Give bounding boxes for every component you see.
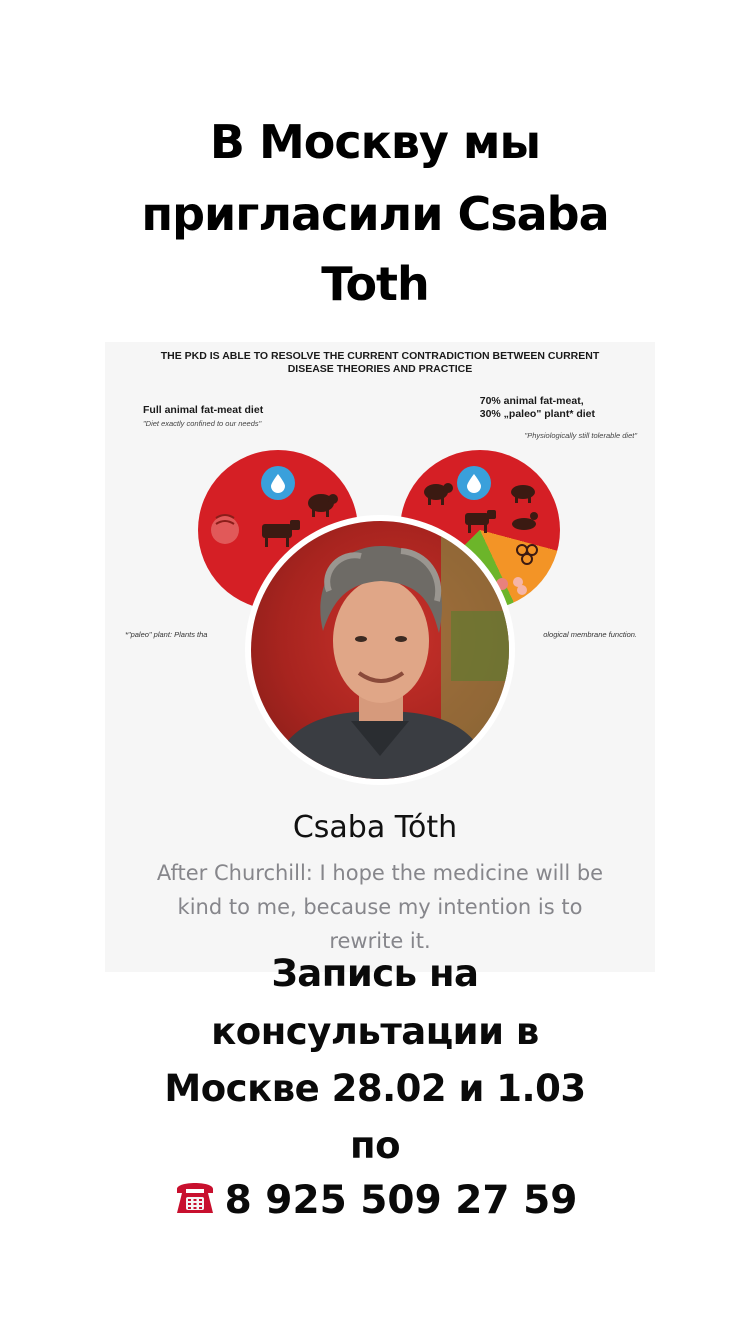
headline-line-1 — [0, 108, 750, 176]
cow-icon — [462, 508, 498, 534]
left-diet-label: Full animal fat-meat diet — [143, 404, 264, 416]
right-diet-subtitle: "Physiologically still tolerable diet" — [524, 431, 637, 440]
right-diet-label-line-2: 30% „paleo" plant* diet — [479, 408, 595, 420]
infographic-footnote-right: ological membrane function. — [543, 630, 637, 639]
sheep-icon — [303, 490, 339, 518]
profile-bio-line-2: kind to me, because my intention is to — [177, 895, 583, 919]
headline-line-3 — [0, 250, 750, 318]
headline-text-1: В Москву мы — [192, 108, 558, 176]
right-diet-label — [480, 395, 595, 421]
cta-line-1: Запись на — [271, 952, 479, 995]
cta-line-3: Москве 28.02 и 1.03 — [164, 1067, 586, 1110]
water-drop-icon — [457, 466, 491, 500]
infographic-title-line-2: DISEASE THEORIES AND PRACTICE — [287, 363, 473, 375]
infographic-footnote-left: *"paleo" plant: Plants tha — [125, 630, 208, 639]
profile-bio-line-3: rewrite it. — [329, 929, 431, 953]
avatar — [251, 521, 509, 779]
phone-number-row[interactable] — [0, 1172, 750, 1231]
honeycomb-icon — [512, 540, 552, 570]
telephone-icon — [173, 1174, 217, 1231]
headline-line-2 — [0, 180, 750, 248]
seal-icon — [510, 510, 540, 532]
left-diet-subtitle: "Diet exactly confined to our needs" — [143, 419, 262, 428]
right-diet-label-line-1: 70% animal fat-meat, — [479, 395, 584, 407]
profile-name: Csaba Tóth — [292, 810, 458, 845]
profile-bio-line-1: After Churchill: I hope the medicine will be — [156, 861, 604, 885]
pig-icon — [508, 482, 540, 504]
sheep-icon — [420, 480, 454, 506]
phone-number[interactable]: 8 925 509 27 59 — [224, 1178, 578, 1223]
fish-icon — [210, 508, 240, 548]
portrait-image — [251, 521, 509, 779]
cta-line-2: консультации в — [211, 1010, 539, 1053]
infographic-title — [105, 350, 655, 376]
headline-text-3: Toth — [303, 250, 447, 318]
cta-line-4: по — [350, 1124, 400, 1167]
headline-text-2: пригласили Csaba — [123, 180, 626, 248]
water-drop-icon — [261, 466, 295, 500]
infographic-title-line-1: THE PKD IS ABLE TO RESOLVE THE CURRENT CONTRADICTION BETWEEN CURRENT — [160, 350, 600, 362]
profile-bio — [140, 856, 620, 958]
